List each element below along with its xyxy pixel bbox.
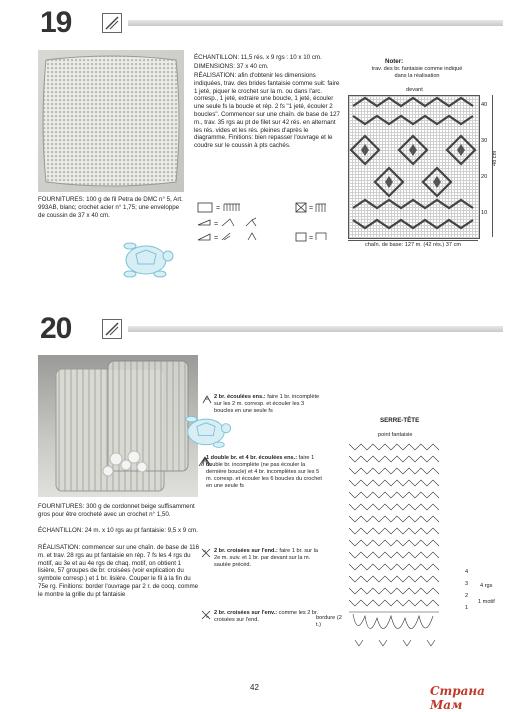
note-text-19: trav. des br. fantaisie comme indiqué dans la réalisation — [371, 66, 463, 79]
serre-tete-chart — [345, 440, 445, 650]
row-mark-3: 3 — [465, 581, 469, 587]
serre-tete-title: SERRE-TÊTE — [380, 417, 420, 424]
echantillon-20: ÉCHANTILLON: 24 m. x 10 rgs au pt fantaisie: 9,5 x 9 cm. — [38, 527, 198, 534]
row-num-40: 40 — [481, 102, 488, 108]
row-num-20: 20 — [481, 174, 488, 180]
row-num-30: 30 — [481, 138, 488, 144]
svg-text:=: = — [214, 221, 219, 228]
svg-text:=: = — [309, 235, 314, 242]
symbol-1-icon — [202, 394, 212, 404]
bordure-label: bordure (2 t.) — [316, 615, 342, 628]
devant-label: devant — [406, 87, 423, 93]
symbol-3-title: 2 br. croisées sur l'end.: — [214, 548, 278, 554]
section-20-header — [38, 312, 508, 344]
symbol-4-title: 2 br. croisées sur l'env.: — [214, 610, 278, 616]
dim-48cm: 48 cm — [492, 150, 498, 166]
symbol-2-desc: faire 1 double br. incomplète (ne pas écouler la dernière boucle) et 4 br. incomplètes sur les 5 m. corresp. et écouler les 6 boucles du crochet en une seule fs — [206, 455, 322, 489]
cushion-photo-19 — [38, 50, 184, 192]
svg-text:=: = — [214, 235, 219, 242]
chain-base-label: chaîn. de base: 127 m. (42 rés.) 37 cm — [364, 242, 462, 248]
note-title-19: Noter: — [385, 58, 404, 65]
motif-label: 1 motif — [478, 599, 495, 605]
section-19-header — [38, 6, 508, 38]
section-20-number: 20 — [40, 312, 72, 345]
realisation-20: RÉALISATION: commencer sur une chaîn. de base de 116 m. et trav. 28 rgs au pt fantaisie en rép. 7 fs les 4 rgs du motif, au 3e et au 4e rgs de chaq. motif, on obtient 1 lisière, 57 groupes de br. croisées (voir explication du symbole corresp.) et 1 br. lisière. Couper le fil à la fin du 75e rg. Finitions: border l'ouvrage par 2 r. de cocq. comme le montre la grille du pt fantaisie — [38, 544, 200, 598]
fournitures-20: FOURNITURES: 300 g de cordonnet beige suffisamment gros pour être crocheté avec un crochet n° 1,50. — [38, 503, 195, 518]
row-mark-1: 1 — [465, 605, 469, 611]
symbol-3-text — [214, 548, 322, 569]
symbol-legend-19 — [196, 200, 346, 246]
symbol-3-desc: faire 1 br. sur la 2e m. suiv. et 1 br. par devant sur la m. sautée précéd. — [214, 548, 318, 568]
realisation-19: RÉALISATION: afin d'obtenir les dimensions indiquées, trav. des brides fantaisie comme suit: faire 1 jeté, piquer le crochet sur la m. ou dans l'arc. corresp., 1 jeté, extraire une boucle, 1 jeté, écouler une seule fs la boucle et rép. 2 fs "1 jeté, écouler 2 boucles". Commencer sur une chaîn. de base de 127 m., trav. 35 rgs au pt de filet sur 42 rés. en alternant les rés. vides et les rés. pleines d'après le diagramme. Finitions: bien repasser l'ouvrage et le coudre sur le coussin à pts cachés. — [194, 72, 340, 150]
header-rule — [128, 20, 503, 26]
symbol-4-text — [214, 610, 322, 624]
dimensions-19: DIMENSIONS: 37 x 40 cm. — [194, 63, 269, 70]
symbol-2-title: 1 double br. et 4 br. écoulées ens.: — [206, 455, 298, 461]
echantillon-19: ÉCHANTILLON: 11,5 rés. x 9 rgs : 10 x 10 cm. — [194, 54, 322, 61]
symbol-1-title: 2 br. écoulées ens.: — [214, 394, 266, 400]
symbol-2-text — [206, 455, 324, 490]
page-number: 42 — [250, 683, 259, 692]
symbol-4-desc: comme les 2 br. croisées sur l'end. — [214, 610, 319, 623]
row-mark-2: 2 — [465, 593, 469, 599]
symbol-4-icon — [201, 610, 211, 620]
symbol-1-desc: faire 1 br. incomplète sur les 2 m. corresp. et écouler les 3 boucles en une seule fs — [214, 394, 320, 414]
width-dimension-line — [348, 240, 478, 241]
site-watermark: Страна Мам — [430, 684, 485, 712]
turtle-stamp-icon — [178, 410, 234, 452]
point-fantaisie-label: point fantaisie — [378, 432, 413, 438]
crochet-hook-icon — [102, 319, 122, 339]
row-num-10: 10 — [481, 210, 488, 216]
fournitures-19: FOURNITURES: 100 g de fil Petra de DMC n° 5, Art. 993AB, blanc; crochet acier n° 1,75; une enveloppe de coussin de 37 x 40 cm. — [38, 196, 183, 219]
turtle-stamp-icon — [116, 236, 176, 282]
section-19-number: 19 — [40, 6, 72, 39]
header-rule — [128, 326, 503, 332]
height-dimension-line — [492, 95, 493, 237]
svg-text:=: = — [309, 205, 314, 212]
row-mark-4: 4 — [465, 569, 469, 575]
filet-chart-19 — [348, 95, 480, 239]
symbol-3-icon — [201, 548, 211, 558]
cushion-photo-20 — [38, 355, 198, 497]
svg-text:=: = — [216, 205, 221, 212]
crochet-hook-icon — [102, 13, 122, 33]
rows-label: 4 rgs — [480, 583, 493, 589]
